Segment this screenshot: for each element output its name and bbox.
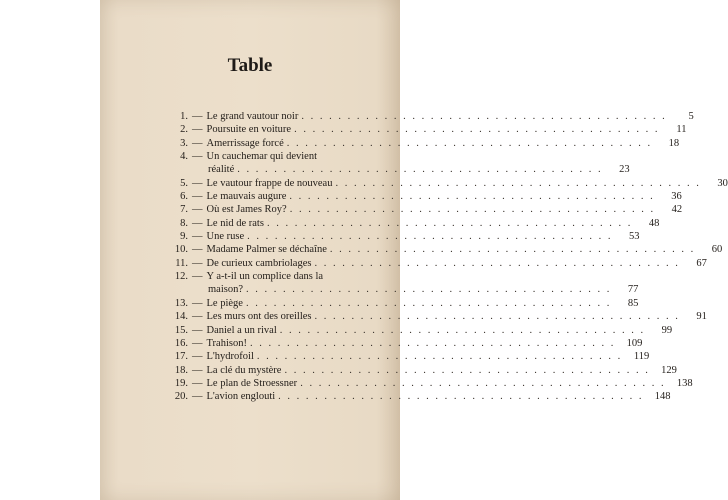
chapter-body [188,350,650,363]
chapter-line [192,297,639,310]
toc-entry [166,337,643,350]
page-number: 18 [668,137,680,149]
chapter-title: Une ruse [206,231,245,243]
chapter-line [192,230,640,243]
chapter-title: Le mauvais augure [206,191,287,203]
table-of-contents [166,110,728,404]
em-dash: — [192,204,203,216]
chapter-body [188,190,682,203]
page-number: 91 [696,311,707,323]
em-dash: — [192,124,203,136]
dot-leader: . . . . . . . . . . . . . . . . . . . . . . . . . . . . . . . . . . . . . . . . [245,297,612,309]
chapter-number: 12. [174,271,188,283]
chapter-body [188,217,660,230]
chapter-number: 2. [180,124,188,136]
dot-leader: . . . . . . . . . . . . . . . . . . . . . . . . . . . . . . . . . . . . . . . . [249,337,616,349]
dot-leader: . . . . . . . . . . . . . . . . . . . . . . . . . . . . . . . . . . . . . . . . [246,284,612,296]
chapter-body [188,150,630,177]
toc-entry [166,377,693,390]
em-dash: — [192,311,203,323]
page-number: 48 [648,217,660,229]
em-dash: — [192,337,203,349]
chapter-title: De curieux cambriolages [206,257,312,269]
page-number: 23 [619,164,630,176]
chapter-number: 1. [180,111,188,122]
dot-leader: . . . . . . . . . . . . . . . . . . . . . . . . . . . . . . . . . . . . . . . . [286,137,653,149]
dot-leader: . . . . . . . . . . . . . . . . . . . . . . . . . . . . . . . . . . . . . . . . [329,244,696,256]
em-dash: — [192,244,203,256]
chapter-title: Daniel a un rival [206,324,277,336]
chapter-number: 15. [174,324,188,336]
chapter-line [192,324,673,337]
chapter-body [188,257,707,270]
chapter-number: 16. [174,337,188,349]
chapter-number: 20. [174,391,188,403]
chapter-title: La clé du mystère [206,364,282,376]
chapter-line [192,177,728,190]
dot-leader: . . . . . . . . . . . . . . . . . . . . . . . . . . . . . . . . . . . . . . . . [335,177,701,189]
chapter-number: 18. [174,364,188,376]
chapter-number: 7. [180,204,188,216]
chapter-line [192,163,630,176]
chapter-body [188,364,677,377]
em-dash: — [192,257,203,269]
page-number: 60 [711,244,723,256]
chapter-line [192,150,384,163]
chapter-body [188,337,643,350]
em-dash: — [192,111,203,122]
chapter-body [188,110,694,123]
chapter-title: Un cauchemar qui devient [206,151,317,163]
chapter-line [192,364,677,377]
dot-leader: . . . . . . . . . . . . . . . . . . . . . . . . . . . . . . . . . . . . . . . . [247,231,613,243]
chapter-line [192,123,687,136]
chapter-body [188,310,707,323]
chapter-title: L'avion englouti [206,391,276,403]
chapter-number: 11. [175,257,188,269]
chapter-body [188,137,680,150]
page-number: 11 [676,124,687,136]
chapter-title: Où est James Roy? [206,204,287,216]
chapter-line [192,257,707,270]
chapter-number: 8. [180,217,188,229]
page-number: 85 [627,297,639,309]
chapter-body [188,123,687,136]
toc-entry [166,243,723,256]
dot-leader: . . . . . . . . . . . . . . . . . . . . . . . . . . . . . . . . . . . . . . . . [289,204,656,216]
toc-entry [166,270,639,297]
chapter-number: 10. [174,244,188,256]
page-number: 99 [661,324,673,336]
page-number: 148 [654,391,671,403]
book-page [100,0,728,500]
page-number: 42 [671,204,683,216]
chapter-body [188,270,639,297]
em-dash: — [192,351,203,363]
toc-entry [166,390,671,403]
chapter-number: 17. [174,351,188,363]
chapter-title: réalité [208,164,235,176]
chapter-title: Les murs ont des oreilles [206,311,312,323]
em-dash: — [192,377,203,389]
chapter-line [192,203,683,216]
chapter-title: Le vautour frappe de nouveau [206,177,333,189]
chapter-line [192,217,660,230]
page-number: 67 [696,257,707,269]
page-number: 5 [688,111,694,122]
dot-leader: . . . . . . . . . . . . . . . . . . . . . . . . . . . . . . . . . . . . . . . . [256,351,623,363]
chapter-body [188,243,723,256]
chapter-number: 5. [180,177,188,189]
chapter-number: 14. [174,311,188,323]
em-dash: — [192,217,203,229]
em-dash: — [192,137,203,149]
toc-entry [166,203,683,216]
chapter-number: 9. [180,231,188,243]
chapter-body [188,297,639,310]
em-dash: — [192,231,203,243]
toc-entry [166,324,673,337]
em-dash: — [192,177,203,189]
toc-entry [166,297,639,310]
dot-leader: . . . . . . . . . . . . . . . . . . . . . . . . . . . . . . . . . . . . . . . . [237,164,603,176]
chapter-title: maison? [208,284,243,296]
dot-leader: . . . . . . . . . . . . . . . . . . . . . . . . . . . . . . . . . . . . . . . . [284,364,650,376]
chapter-title: Y a-t-il un complice dans la [206,271,324,283]
em-dash: — [192,391,203,403]
toc-entry [166,150,630,177]
chapter-line [192,310,707,323]
chapter-title: Poursuite en voiture [206,124,292,136]
page-number: 30 [717,177,728,189]
chapter-body [188,377,693,390]
toc-entry [166,137,680,150]
chapter-number: 4. [180,151,188,163]
page-number: 109 [626,337,643,349]
chapter-line [192,350,650,363]
toc-entry [166,230,640,243]
toc-entry [166,217,660,230]
chapter-number: 19. [174,377,188,389]
toc-entry [166,310,707,323]
chapter-body [188,203,683,216]
dot-leader: . . . . . . . . . . . . . . . . . . . . . . . . . . . . . . . . . . . . . . . . [266,217,633,229]
chapter-title: Le piège [206,297,243,309]
toc-entry [166,350,650,363]
toc-entry [166,123,687,136]
dot-leader: . . . . . . . . . . . . . . . . . . . . . . . . . . . . . . . . . . . . . . . . [314,311,680,323]
dot-leader: . . . . . . . . . . . . . . . . . . . . . . . . . . . . . . . . . . . . . . . . [314,257,680,269]
toc-entry [166,190,682,203]
chapter-title: Le plan de Stroessner [206,377,298,389]
chapter-title: Le nid de rats [206,217,264,229]
chapter-line [192,283,639,296]
chapter-title: Trahison! [206,337,247,349]
dot-leader: . . . . . . . . . . . . . . . . . . . . . . . . . . . . . . . . . . . . . . . . [279,324,646,336]
em-dash: — [192,271,203,283]
chapter-body [188,324,673,337]
dot-leader: . . . . . . . . . . . . . . . . . . . . . . . . . . . . . . . . . . . . . . . . [301,111,667,122]
page-number: 77 [627,284,639,296]
page-number: 53 [629,231,640,243]
chapter-line [192,390,671,403]
chapter-line [192,243,723,256]
chapter-line [192,110,694,123]
dot-leader: . . . . . . . . . . . . . . . . . . . . . . . . . . . . . . . . . . . . . . . . [289,191,655,203]
chapter-line [192,337,643,350]
dot-leader: . . . . . . . . . . . . . . . . . . . . . . . . . . . . . . . . . . . . . . . . [294,124,660,136]
chapter-line [192,377,693,390]
dot-leader: . . . . . . . . . . . . . . . . . . . . . . . . . . . . . . . . . . . . . . . . [278,391,644,403]
chapter-title: Le grand vautour noir [206,111,299,122]
page-number: 119 [633,351,650,363]
em-dash: — [192,191,203,203]
dot-leader: . . . . . . . . . . . . . . . . . . . . . . . . . . . . . . . . . . . . . . . . [300,377,666,389]
page-number: 36 [671,191,682,203]
chapter-number: 13. [174,297,188,309]
chapter-line [192,190,682,203]
page-number: 138 [676,377,693,389]
em-dash: — [192,324,203,336]
chapter-title: L'hydrofoil [206,351,254,363]
page-title: Table [227,55,273,76]
chapter-line [192,137,680,150]
page-number: 129 [661,364,677,376]
chapter-body [188,390,671,403]
chapter-title: Amerrissage forcé [206,137,284,149]
chapter-body [188,230,640,243]
chapter-title: Madame Palmer se déchaîne [206,244,327,256]
em-dash: — [192,151,203,163]
chapter-number: 3. [180,137,188,149]
toc-entry [166,257,707,270]
toc-entry [166,110,694,123]
chapter-body [188,177,728,190]
toc-entry [166,364,677,377]
toc-entry [166,177,728,190]
chapter-number: 6. [180,191,188,203]
em-dash: — [192,297,203,309]
chapter-line [192,270,384,283]
em-dash: — [192,364,203,376]
